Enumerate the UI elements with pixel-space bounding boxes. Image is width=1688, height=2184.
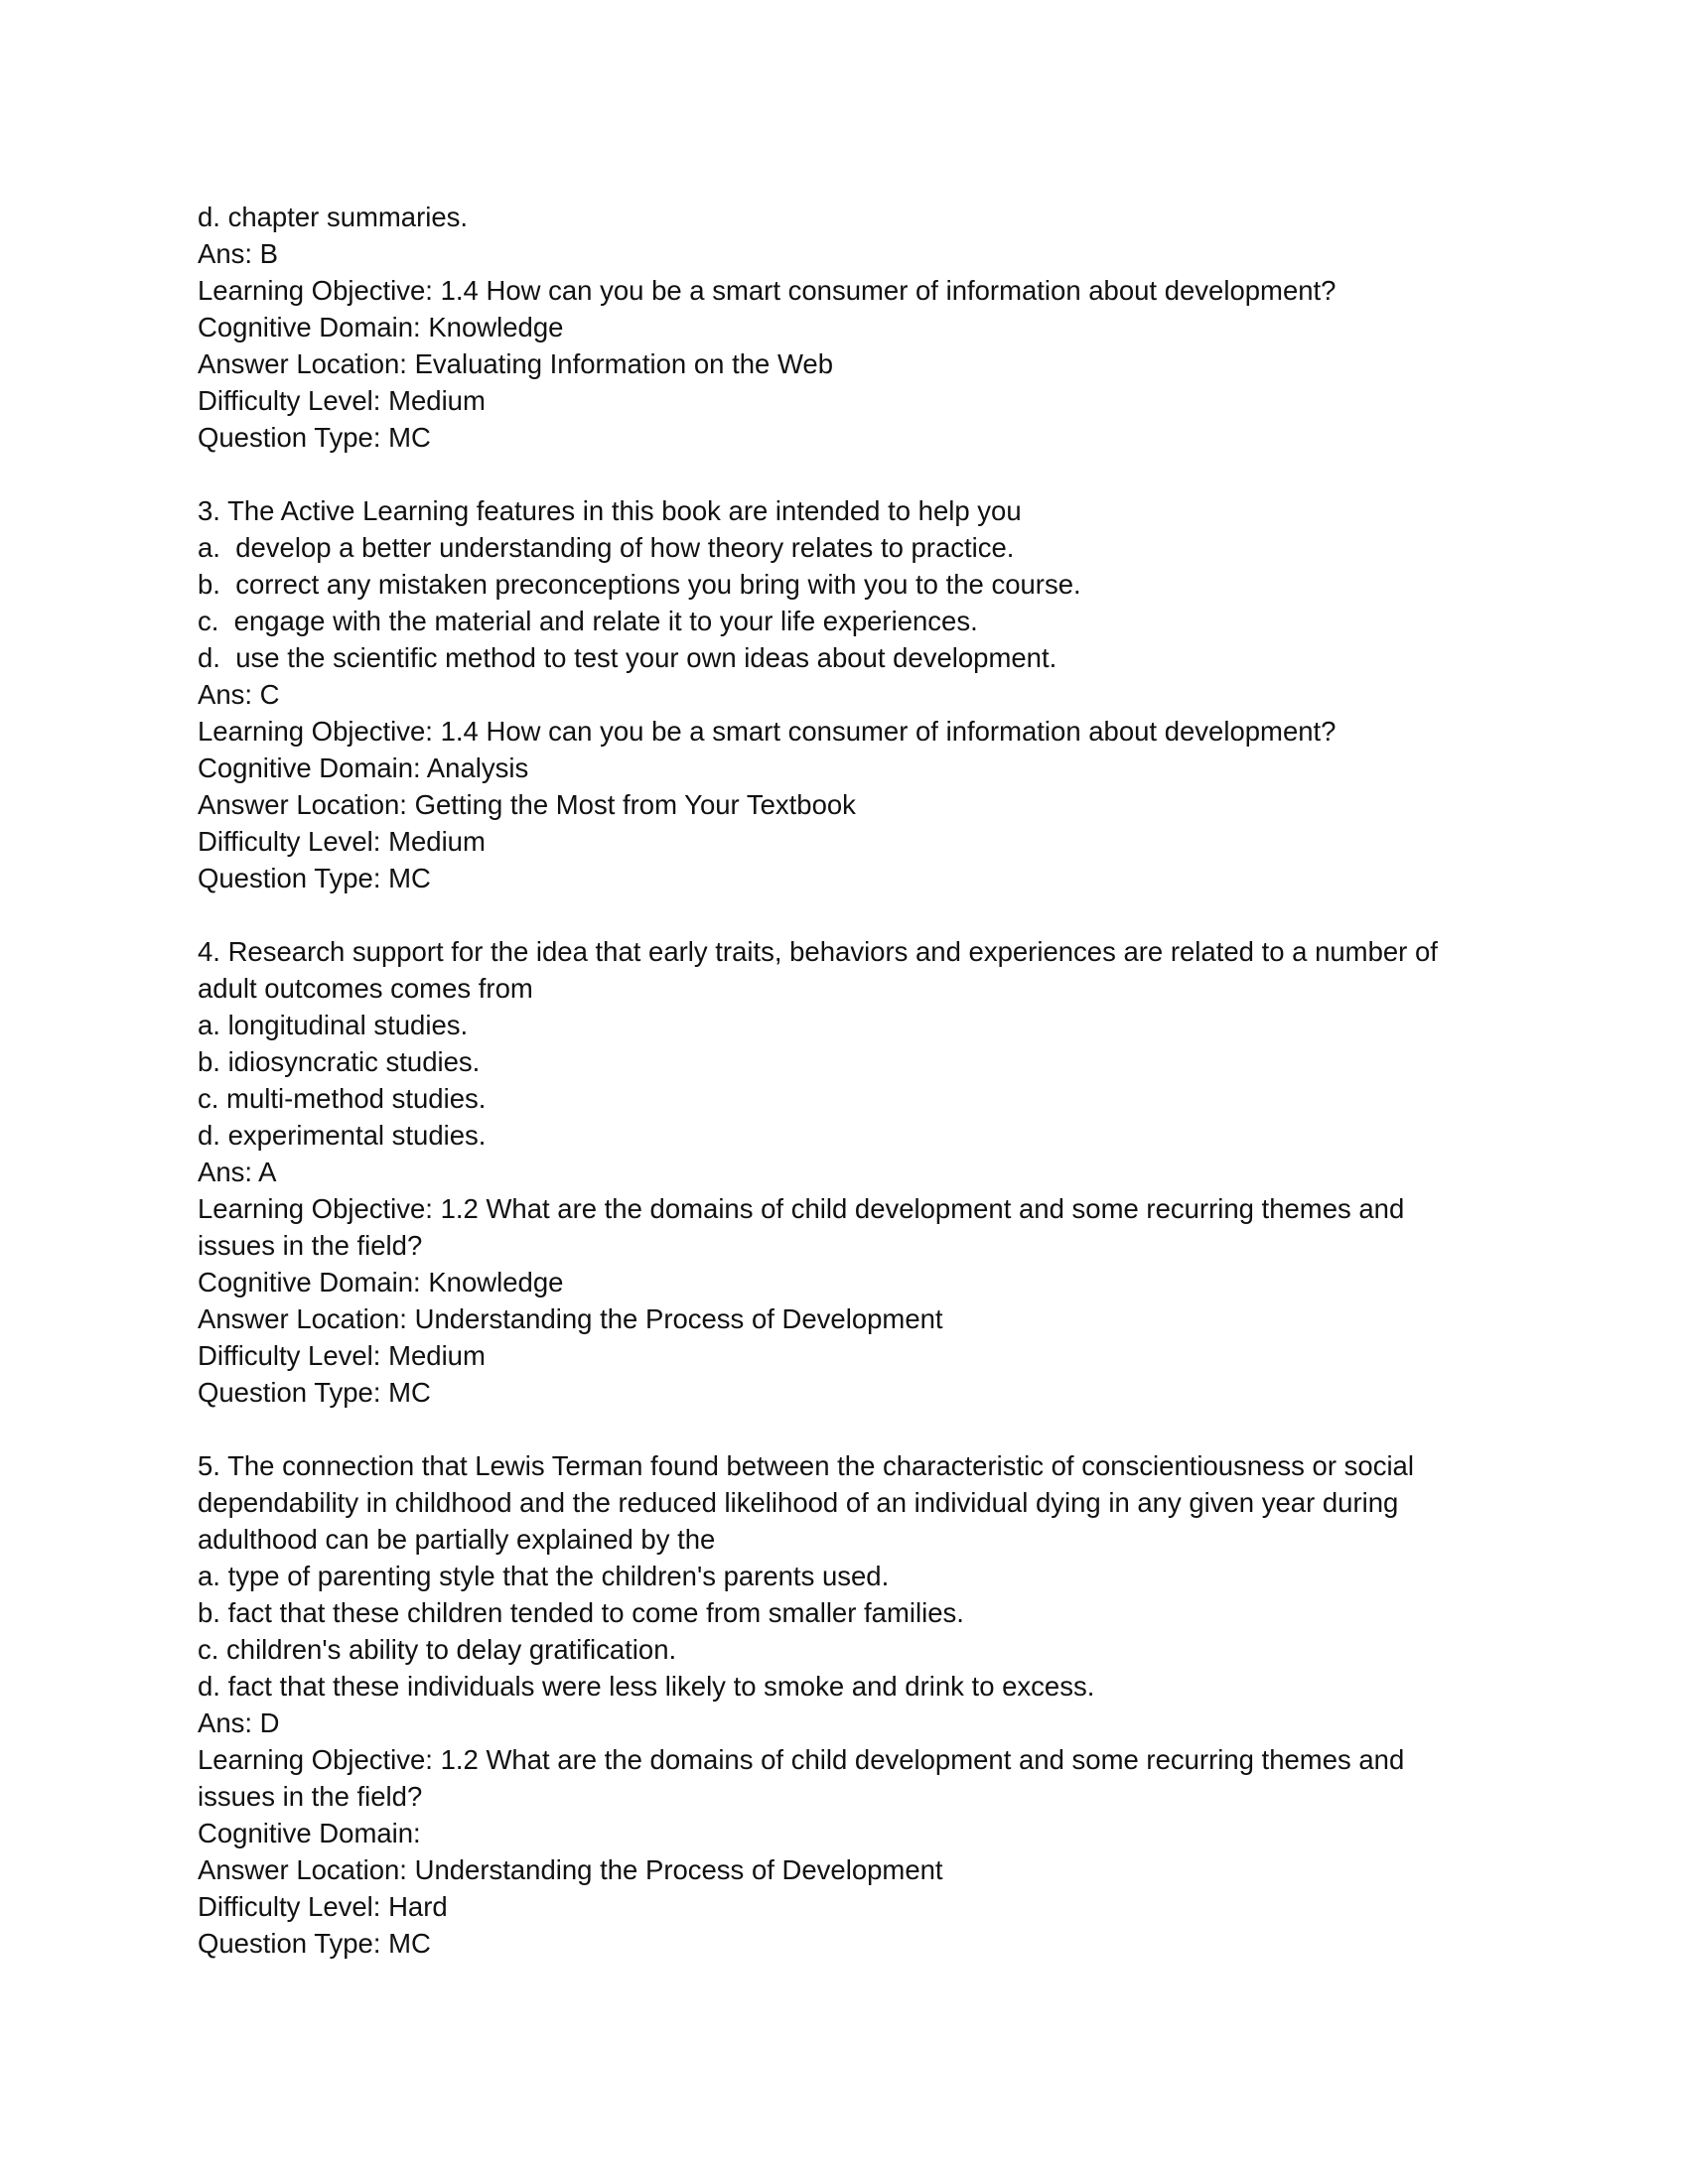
cognitive-domain: Cognitive Domain: Knowledge <box>198 312 564 342</box>
difficulty-level: Difficulty Level: Medium <box>198 1340 486 1371</box>
question-stem: 3. The Active Learning features in this book are intended to help you <box>198 495 1022 526</box>
option-a: a. type of parenting style that the children's parents used. <box>198 1561 890 1591</box>
answer: Ans: D <box>198 1707 280 1738</box>
learning-objective-line-2: issues in the field? <box>198 1781 423 1812</box>
question-4 <box>198 933 1508 1411</box>
option-b: b. correct any mistaken preconceptions you bring with you to the course. <box>198 569 1081 600</box>
answer: Ans: B <box>198 238 279 269</box>
question-stem-line-1: 4. Research support for the idea that early traits, behaviors and experiences are related to a number of <box>198 936 1438 967</box>
question-stem-line-2: adult outcomes comes from <box>198 973 533 1004</box>
question-stem-line-2: dependability in childhood and the reduced likelihood of an individual dying in any given year during <box>198 1487 1399 1518</box>
question-stem-line-3: adulthood can be partially explained by the <box>198 1524 716 1555</box>
option-c: c. multi-method studies. <box>198 1083 487 1114</box>
cognitive-domain: Cognitive Domain: Knowledge <box>198 1267 564 1297</box>
cognitive-domain: Cognitive Domain: <box>198 1818 421 1848</box>
document-body <box>198 199 1508 1962</box>
answer: Ans: A <box>198 1157 277 1187</box>
option-d: d. use the scientific method to test your own ideas about development. <box>198 642 1057 673</box>
option-b: b. idiosyncratic studies. <box>198 1046 481 1077</box>
question-type: Question Type: MC <box>198 863 431 893</box>
difficulty-level: Difficulty Level: Medium <box>198 385 486 416</box>
option-b: b. fact that these children tended to come from smaller families. <box>198 1597 964 1628</box>
cognitive-domain: Cognitive Domain: Analysis <box>198 752 529 783</box>
difficulty-level: Difficulty Level: Hard <box>198 1891 448 1922</box>
answer-location: Answer Location: Evaluating Information on the Web <box>198 348 834 379</box>
option-d: d. fact that these individuals were less likely to smoke and drink to excess. <box>198 1671 1095 1702</box>
question-5 <box>198 1447 1508 1962</box>
question-type: Question Type: MC <box>198 1377 431 1408</box>
spacer <box>198 1411 1508 1447</box>
question-stem-line-1: 5. The connection that Lewis Terman found between the characteristic of conscientiousness or social <box>198 1450 1414 1481</box>
answer-location: Answer Location: Understanding the Process of Development <box>198 1854 943 1885</box>
learning-objective-line-1: Learning Objective: 1.2 What are the domains of child development and some recurring themes and <box>198 1193 1405 1224</box>
answer-location: Answer Location: Getting the Most from Your Textbook <box>198 789 856 820</box>
spacer <box>198 896 1508 933</box>
option-d: d. chapter summaries. <box>198 202 469 232</box>
option-a: a. longitudinal studies. <box>198 1010 469 1040</box>
learning-objective: Learning Objective: 1.4 How can you be a smart consumer of information about development? <box>198 275 1336 306</box>
question-3 <box>198 492 1508 896</box>
question-type: Question Type: MC <box>198 1928 431 1959</box>
learning-objective-line-2: issues in the field? <box>198 1230 423 1261</box>
difficulty-level: Difficulty Level: Medium <box>198 826 486 857</box>
answer-location: Answer Location: Understanding the Process of Development <box>198 1303 943 1334</box>
option-d: d. experimental studies. <box>198 1120 487 1151</box>
answer: Ans: C <box>198 679 280 710</box>
learning-objective: Learning Objective: 1.4 How can you be a smart consumer of information about development? <box>198 716 1336 747</box>
question-type: Question Type: MC <box>198 422 431 453</box>
spacer <box>198 456 1508 492</box>
option-c: c. children's ability to delay gratification. <box>198 1634 677 1665</box>
question-2-fragment <box>198 199 1508 456</box>
option-a: a. develop a better understanding of how theory relates to practice. <box>198 532 1015 563</box>
learning-objective-line-1: Learning Objective: 1.2 What are the domains of child development and some recurring themes and <box>198 1744 1405 1775</box>
option-c: c. engage with the material and relate it to your life experiences. <box>198 606 978 636</box>
